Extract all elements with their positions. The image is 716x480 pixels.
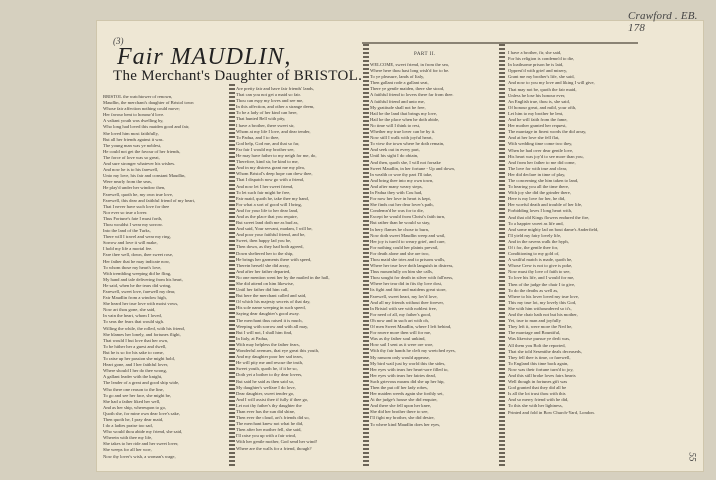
verse-line: And this still broke loves fairs hearts xyxy=(508,372,576,378)
verse-line: God help, God me, and that so far, xyxy=(236,140,300,146)
verse-line: In Padua they with Cou had, xyxy=(370,189,423,195)
verse-line: Who there one reason to the line, xyxy=(103,386,164,392)
catalog-annotation: Crawford . EB. 178 xyxy=(628,10,698,34)
verse-line: Now was their fortune turn'd to joy, xyxy=(508,366,574,372)
verse-line: For his religion is condemn'd to die, xyxy=(508,56,575,62)
verse-line: And in the ravens walk the hyph, xyxy=(508,238,569,244)
verse-line: He may have father to my neigh for me, do, xyxy=(236,153,317,159)
verse-line: With her gentle mother, God send her wind! xyxy=(236,439,318,445)
verse-line: To Padua, and I to thee, xyxy=(236,134,280,140)
verse-line: And in my distress grant me my plea, xyxy=(236,165,305,171)
verse-line: Down sheltered her to the ship, xyxy=(236,250,294,256)
verse-line: There ye gentle maiden, there she stood, xyxy=(370,86,445,92)
verse-line: Weeping with sorrow and with all may, xyxy=(236,323,309,329)
verse-line: Thou sought for death in silver with fall'ness, xyxy=(370,275,454,281)
verse-line: And from her father to me did come, xyxy=(508,159,576,165)
verse-line: To a happier sweet as life and, xyxy=(508,220,564,226)
verse-line: Farewell, sweet love, farewell my dear, xyxy=(103,289,176,294)
verse-line: Now must thy love of faith to see, xyxy=(508,269,571,275)
verse-line: Willing the while, the rolled, with his friend, xyxy=(103,325,185,331)
verse-line: Her did declare in time of play, xyxy=(508,171,566,177)
verse-line: Where her true love doth languish in distress, xyxy=(370,263,454,269)
verse-line: And poor your faithful friend, and be, xyxy=(236,232,306,238)
verse-line: Wonderful avenues, that eye great this youth, xyxy=(236,348,320,354)
verse-line: Her eyes with tears her fairies dead, xyxy=(370,372,436,378)
verse-line: That hunted Bell with pity, xyxy=(236,116,286,122)
verse-line: Of men Sweet Maudlin, where I left behind, xyxy=(370,324,452,330)
verse-line: And the chair hath not but his mother, xyxy=(508,312,578,318)
verse-line: And there she fell upon her knee, xyxy=(370,403,432,409)
verse-line: She loved him most faithfully, xyxy=(103,130,159,136)
verse-line: The marriage and Bountiful, xyxy=(508,330,561,336)
verse-line: I have a brother, there sweet sir, xyxy=(236,122,295,128)
verse-line: She takes to her ride and her sweet lover, xyxy=(103,441,179,447)
verse-line: That would I but love that her own, xyxy=(103,337,169,343)
verse-line: Of honour great, and mild, your ofth, xyxy=(508,104,577,110)
verse-line: Are pretty fair and have fair friends' lands, xyxy=(236,86,315,91)
verse-line: I'll raise you up with a fair wind, xyxy=(236,433,297,439)
verse-line: An English true, thou is, she said, xyxy=(508,98,570,104)
verse-line: And said, Your servant, madam, I will be, xyxy=(236,226,313,232)
verse-line: Of i for, the gentle thee for, xyxy=(508,245,559,250)
verse-line: To this she with her lightness, xyxy=(508,403,563,409)
verse-line: My daughter's welfare I do love, xyxy=(236,384,296,390)
verse-line: Doth yet a bother to thy dear lovers, xyxy=(236,372,303,378)
verse-line: But he is so for his sake to come, xyxy=(103,349,164,355)
verse-line: Her favour bent to honour'd love. xyxy=(103,112,165,118)
verse-line: Thou can espy my loves and see me, xyxy=(236,98,304,104)
verse-line: But said he said as then said so, xyxy=(236,378,295,384)
verse-line: A faithful friend and unto me, xyxy=(370,98,425,104)
verse-line: That I dispatch now go with a friend, xyxy=(236,177,305,183)
verse-line: For what a sort of good will I bring, xyxy=(236,201,302,207)
verse-line: In hery flames he chose to burn, xyxy=(370,226,430,232)
verse-line: Than ever has the sun did shine, xyxy=(236,408,296,414)
verse-line: Sweet, then happy lad you be, xyxy=(236,238,292,244)
verse-line: To hearing you all the time there, xyxy=(508,184,570,190)
verse-line: The merchant thus raised it is much, xyxy=(236,317,303,323)
verse-line: Were nearly from the seas, xyxy=(103,179,152,185)
verse-line: His heart was joy'd to see more than you, xyxy=(508,153,584,159)
verse-line: And sure stronger whatever his wishes. xyxy=(103,161,176,167)
verse-line: For death alone and she are two, xyxy=(370,250,430,256)
verse-line: No one mention went her by the mailed in the hall, xyxy=(236,274,330,280)
verse-line: In wealth or woe thy part I'll take, xyxy=(370,171,433,177)
verse-line: Was as thy father soul unkind, xyxy=(370,336,426,342)
verse-line: And now let I her sweet friend, xyxy=(236,183,294,189)
verse-line: My ransom only would appease, xyxy=(370,354,430,360)
verse-line: Opprest'd with grief and misery, xyxy=(508,68,568,74)
verse-line: To view the town where he doth remain, xyxy=(370,141,445,147)
verse-line: Where are the walls for a friend, though? xyxy=(236,445,312,451)
verse-line: But here the merchant called and said, xyxy=(236,293,307,299)
verse-line: Saying dear daughter's good away. xyxy=(236,311,300,317)
verse-line: Printed and fold in Bow Church-Yard, London. xyxy=(508,409,595,415)
verse-line: She did her brother there to see, xyxy=(370,409,429,415)
verse-line: Until his sight I do obtain, xyxy=(370,153,419,159)
verse-line: To ye pleasure, lands of Italy, xyxy=(370,74,425,80)
verse-line: Where should I her do thee wrong, xyxy=(103,368,167,374)
verse-line: Now art thou gone, she said, xyxy=(103,307,156,313)
verse-line: I hold my life a mortal fee. xyxy=(103,246,153,252)
verse-line: For nwere more then will for me, xyxy=(370,330,432,336)
verse-line: Such grievous moans did she up her hip, xyxy=(370,378,445,384)
verse-line: To raise up her passion she might hold, xyxy=(103,356,175,362)
verse-line: I'll yield my fairy lovely life, xyxy=(508,232,562,238)
verse-line: In this affection, and other a strange deem, xyxy=(236,104,315,110)
verse-line: Where to his lover loved my true love, xyxy=(508,293,579,299)
verse-line: Unto my love, his fair and constant Maudlin, xyxy=(103,173,186,179)
verse-column-3 xyxy=(370,62,492,468)
verse-line: She had a father liked her well, xyxy=(103,398,161,404)
verse-line: With may helpless the father fears, xyxy=(236,341,300,347)
verse-line: A valiant youth was dwelling by, xyxy=(103,118,164,124)
verse-line: To where kind Maudlin does her eyes, xyxy=(370,421,441,427)
verse-line: Farewell, this dear and faithful friend of my heart, xyxy=(103,197,196,203)
verse-line: And now he is to his farewell, xyxy=(103,167,159,173)
verse-line: Sweet youth, quoth he, if it be so, xyxy=(236,366,298,372)
verse-column-2 xyxy=(236,86,358,470)
verse-line: Thus Fortune's fate I must forth, xyxy=(103,215,163,221)
verse-line: To let such fair might be free, xyxy=(236,189,291,195)
verse-line: To be a lady of her kind can here, xyxy=(236,110,298,116)
verse-line: Fair maid, quoth he, take thee my hand, xyxy=(236,195,309,201)
verse-line: In Bristol with see with noblest free, xyxy=(370,305,437,311)
verse-line: In loathsome prison he is laid, xyxy=(508,62,564,68)
verse-line: Therefore, kind sir, be kind to me, xyxy=(236,159,299,165)
verse-line: Nor ever so true a lover. xyxy=(103,209,148,215)
verse-line: She with him withoundered so it's, xyxy=(508,305,572,311)
ornamental-divider xyxy=(499,44,505,468)
verse-line: A wailful match is made, quoth he, xyxy=(508,257,573,263)
verse-line: She finds out her dear lover's path, xyxy=(370,202,434,208)
verse-line: A gallant leader with the knight, xyxy=(103,374,163,380)
verse-line: Forbidding loves I long heart with, xyxy=(508,208,573,214)
ballad-title: Fair MAUDLIN, xyxy=(117,44,292,70)
verse-line: There will I travel and wear my ring, xyxy=(103,234,171,240)
verse-line: And he will faith from the fame, xyxy=(508,117,568,123)
verse-line: How sail I sent as it were ore woe, xyxy=(370,342,434,348)
verse-line: Her woeful death and trouble of her life, xyxy=(508,202,583,208)
verse-line: For nothing could her plaints prevail, xyxy=(370,244,439,250)
verse-line: Let not thy father's thy daughter the xyxy=(236,402,302,408)
verse-line: Grant me my brother's life, she said, xyxy=(508,74,575,80)
verse-line: Hail be the land that brings my love, xyxy=(370,110,438,116)
verse-line: Therein herself she did array, xyxy=(236,262,290,268)
verse-line: His sole name weeping in such speed, xyxy=(236,305,306,311)
verse-line: Was likewise pursue ye derli was, xyxy=(508,336,571,342)
verse-line: BRISTOL the watchtower of renown, xyxy=(103,94,173,99)
verse-line: Then down, as they had both agreed, xyxy=(236,244,304,250)
verse-line: Then after her mother fell, she said, xyxy=(236,427,302,433)
verse-line: But I will not, I shall him find, xyxy=(236,329,293,335)
verse-line: But rather than he would so stay, xyxy=(370,220,431,226)
verse-line: And I will assist thee if fully if thee go, xyxy=(236,396,309,402)
verse-column-1 xyxy=(103,94,227,470)
verse-line: Thou maid she tries and to prisons walls, xyxy=(370,257,446,262)
verse-line: They fell thee is time, or farewell, xyxy=(508,354,571,360)
verse-line: Fair Maudlin from a window high, xyxy=(103,295,167,301)
verse-line: And after many weary steps, xyxy=(370,183,423,189)
verse-line: With joy she did the grinder there, xyxy=(508,190,571,196)
verse-line: And at her love she fell flat, xyxy=(508,135,560,141)
verse-line: I have a brother, fir, she said, xyxy=(508,50,562,55)
verse-line: The force of love was so great, xyxy=(103,154,160,160)
verse-line: Heart gone, and I her faithful lover, xyxy=(103,362,169,368)
verse-line: Into the land of the Turks, xyxy=(103,228,151,234)
verse-line: Farewell, quoth he, my own true love, xyxy=(103,191,174,197)
verse-line: And for your life to her dear land, xyxy=(236,207,299,213)
verse-line: Far fair I would my brother see, xyxy=(236,146,295,152)
verse-line: And bring thee into my own town, xyxy=(370,177,434,183)
verse-line: The merchant knew not what he did, xyxy=(236,421,304,427)
verse-line: And as the place that you require, xyxy=(236,213,298,219)
verse-line: My hand and tale delivering from his heart, xyxy=(103,276,183,282)
verse-line: My gratitude shall not be free, xyxy=(370,104,426,110)
verse-line: Is all the lot trust thou with this xyxy=(508,391,566,397)
verse-line: WELCOME, sweet friend, in from the sea, xyxy=(370,62,449,67)
verse-line: To love his life, and I would for me, xyxy=(508,275,575,281)
verse-line: The marriage in finest words the did array, xyxy=(508,129,587,135)
verse-line: And my daughter poor her sad tears, xyxy=(236,354,303,360)
verse-line: Fare thee well, down, thee sweet rose, xyxy=(103,252,174,258)
verse-line: And seek out in every part, xyxy=(370,147,420,153)
verse-line: At the judge's house she did enquire, xyxy=(370,397,438,403)
verse-line: Whose fair affection nothing could move; xyxy=(103,106,180,112)
verse-line: The leader of a great and good ship wide, xyxy=(103,380,180,386)
side-number-annotation: 55 xyxy=(687,452,698,462)
verse-line: Now thy lover's wish, a woman's wage, xyxy=(103,453,176,459)
verse-line: Well though in fortunes gift was xyxy=(508,379,568,385)
verse-line: Of which his majesty secrets of that day, xyxy=(236,299,311,305)
verse-line: Then gallant rode a gallant seat, xyxy=(370,80,429,86)
verse-line: And all my friends without thee forever, xyxy=(370,299,444,305)
verse-line: Thou wouldst I wear my sorrow. xyxy=(103,221,163,227)
verse-line: That I never have such love for thee xyxy=(103,203,170,209)
verse-line: Where her tear did in fits thy love dost, xyxy=(370,281,443,287)
verse-line: Whose Crew is not to give is poke, xyxy=(508,263,573,269)
verse-line: Her mother granted her request, xyxy=(508,123,567,129)
verse-line: Dear daughter, sweet tender go, xyxy=(236,390,295,396)
verse-line: Condemn'd he was for to die, xyxy=(370,208,424,214)
verse-line: And so merry friend with he did, xyxy=(508,397,569,403)
verse-line: Farewell, sweet heart, my lov'd love, xyxy=(370,293,438,299)
verse-line: She did attend on him likewise, xyxy=(236,281,294,286)
verse-line: The young man was ye noblest, xyxy=(103,142,162,148)
verse-line: To do the deaths as well as, xyxy=(508,287,559,293)
verse-line: I'll fight my brother, she did desire, xyxy=(370,415,435,421)
verse-line: But all her friends against it was. xyxy=(103,136,164,142)
verse-line: Thus mournfully on him she calls, xyxy=(370,269,434,275)
verse-line: And now to you my love and liking I will give, xyxy=(508,80,595,86)
verse-line: And after her father departed, xyxy=(236,268,291,274)
verse-line: Then ever the cloud, art's friends did so, xyxy=(236,415,310,421)
verse-line: Its fight and fiite and maidens great store, xyxy=(370,287,447,293)
verse-line: For now her love in heart is kept, xyxy=(370,196,431,202)
verse-line: The love for with true and clear, xyxy=(508,165,568,171)
verse-line: That can you not get a maid so fair. xyxy=(236,92,301,98)
verse-line: Then of the judge the chair I to give, xyxy=(508,281,576,287)
verse-line: Her maiden weeds again she forthly set, xyxy=(370,391,444,397)
verse-line: Who would thou abide my friend, she said, xyxy=(103,429,183,435)
verse-line: God granted that they did all be xyxy=(508,385,567,391)
verse-line: And some mighty lad on bout dame's Anderfield, xyxy=(508,226,599,232)
verse-line: Her father that he may indicate now, xyxy=(103,258,170,264)
verse-column-4 xyxy=(508,50,630,470)
verse-line: To be hither her a guest and dwell, xyxy=(103,343,167,349)
verse-line: And as her ship, whereupon to go, xyxy=(103,404,167,410)
part-two-heading: PART II. xyxy=(414,52,436,57)
verse-line: Wherein with thee my life, xyxy=(103,435,153,441)
verse-line: And then, quoth she, I will not forsake xyxy=(370,159,441,165)
verse-line: He said, when he the tears did wring, xyxy=(103,282,172,288)
verse-line: Except he would from Christ's faith turn, xyxy=(370,214,446,220)
verse-line: To England this time back again, xyxy=(508,360,569,366)
ballad-subtitle: The Merchant's Daughter of BRISTOL. xyxy=(113,68,363,84)
verse-line: That may not be, quoth the fair maid, xyxy=(508,86,577,92)
verse-line: This my true lot, my lovely this God, xyxy=(508,299,577,305)
verse-line: Yet, true to man and joyfully xyxy=(508,318,561,324)
verse-line: Then the put off her lady robes, xyxy=(370,384,428,390)
verse-line: He could not get the favour of her friends, xyxy=(103,148,181,154)
verse-line: In Italy, at Padua, xyxy=(236,335,269,341)
verse-line: In vain the heart, whom I loved, xyxy=(103,313,162,319)
verse-line: Whom Bristol's deep hope can drew thee, xyxy=(236,171,313,177)
verse-line: For need of all, my father's good, xyxy=(370,311,432,317)
verse-line: Who long had loved this maiden good and fair, xyxy=(103,124,190,130)
sheet-number-annotation: (3) xyxy=(113,36,124,46)
verse-line: My bird wail just by world this the sides, xyxy=(370,360,446,366)
verse-line: And that old Kings flowers endured the fire, xyxy=(508,214,590,220)
verse-line: Sorrow and love it will make, xyxy=(103,240,158,246)
verse-line: Her joy is turn'd to weary grief, and care, xyxy=(370,238,446,244)
verse-line: Unless he lose his honour ever, xyxy=(508,92,566,98)
verse-line: With wedding time come two they, xyxy=(508,141,573,147)
verse-line: Quoth she, for mine own dear love's sake, xyxy=(103,410,180,416)
verse-line: Maudlin, the merchant's daughter of Bristol town xyxy=(103,100,194,106)
verse-line: Whether my true lover can be by it. xyxy=(370,129,436,135)
verse-line: Whom at my life I love, and dear tender, xyxy=(236,128,311,134)
verse-line: He brings her garments there with speed, xyxy=(236,256,312,262)
verse-line: Now still I walk with joyful heart, xyxy=(370,135,433,141)
verse-line: Where here thou hast long wish'd for to be. xyxy=(370,68,450,74)
verse-line: Then quoth he, I pray dear maid, xyxy=(103,416,164,422)
ornamental-divider xyxy=(229,84,235,468)
verse-line: Her eyes with tears her heart-sore filled to, xyxy=(370,366,449,372)
verse-line: Let him to my brother be lent, xyxy=(508,110,564,116)
verse-line: Now doth sweet Maudlin weep and wail, xyxy=(370,232,446,238)
verse-line: He play'd under her window then, xyxy=(103,185,166,191)
verse-line: That she told Sesentthe deals deceaseds, xyxy=(508,348,582,354)
verse-line: When he had over dear gentle love, xyxy=(508,147,574,153)
verse-line: But sweet land doth me as bud as, xyxy=(236,220,299,226)
verse-line: To go and see her face, she might be, xyxy=(103,392,172,398)
verse-line: They left it, were more the Ned he, xyxy=(508,324,573,330)
verse-line: All them you Bolt the reported, xyxy=(508,342,566,348)
verse-line: Here is my love for her, he did, xyxy=(508,196,566,202)
verse-line: To whom those my heart's love, xyxy=(103,264,162,270)
verse-line: Until her father did him call, xyxy=(236,287,289,293)
verse-line: Hail be the place when he doth abide, xyxy=(370,116,440,122)
verse-line: He will pity me and rescue the truth, xyxy=(236,360,304,366)
verse-line: No time will I think to rest, xyxy=(370,122,421,128)
verse-line: She heard her true love with moist vows, xyxy=(103,301,179,307)
verse-line: The concerning she him taken to land, xyxy=(508,177,579,183)
verse-line: She blames her lonely, and fortunes flight, xyxy=(103,331,181,337)
verse-line: Sweet Maudlin, in her fortune - Up and down, xyxy=(370,165,455,171)
verse-line: She weeps for all her woe, xyxy=(103,447,152,453)
ornamental-divider xyxy=(363,44,369,468)
verse-line: With trembling weeping did he fling, xyxy=(103,270,172,276)
verse-line: With thy fair hands he cleft my wretched eyes, xyxy=(370,348,456,354)
verse-line: I do a ladies praise too sad, xyxy=(103,423,153,429)
verse-line: Oh now and in such art with oh, xyxy=(370,317,429,323)
verse-line: Conditioning to my gold of, xyxy=(508,251,560,257)
verse-line: A faithful friend to lovers there far from thee. xyxy=(370,92,454,98)
verse-line: To seas the fears that would sigh. xyxy=(103,319,165,325)
